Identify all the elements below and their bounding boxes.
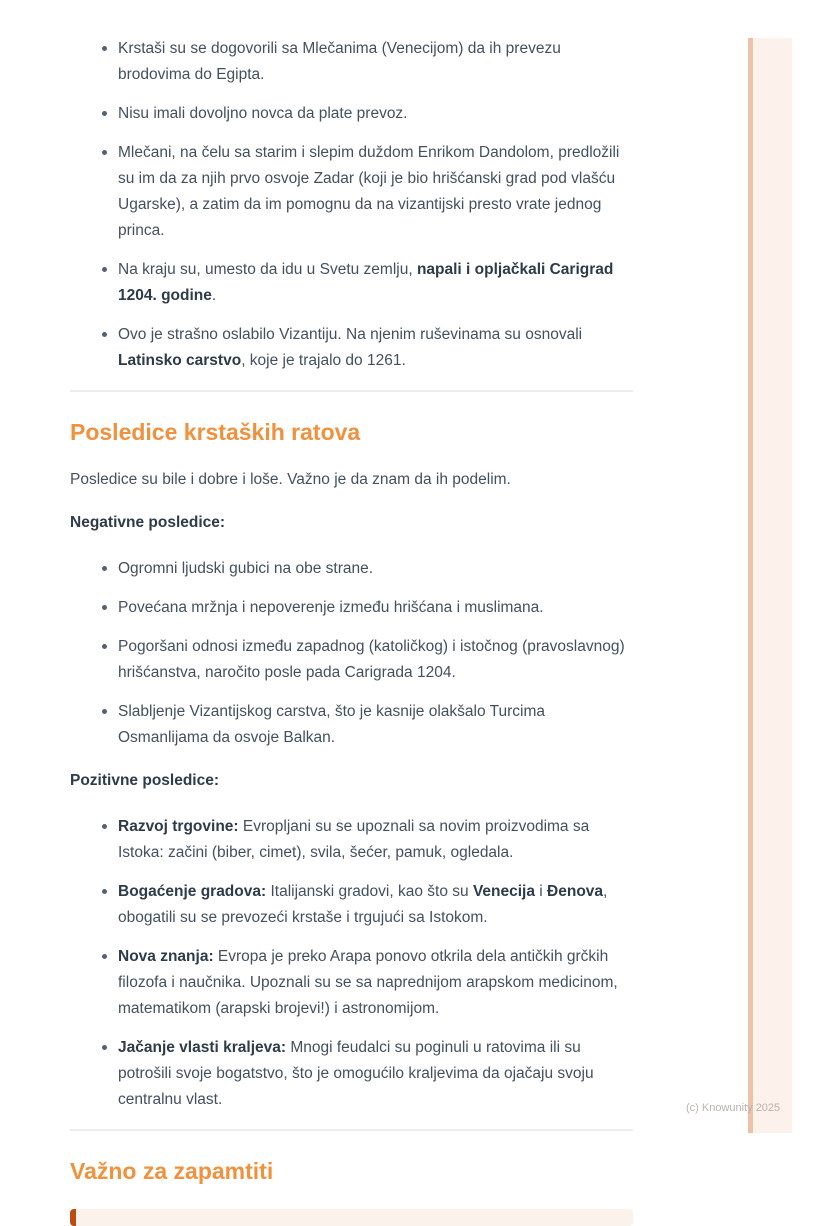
list-item-text: Ogromni ljudski gubici na obe strane. [118,560,374,577]
list-item [94,699,633,751]
list-item-text: Ovo je strašno oslabilo Vizantiju. Na njenim ruševinama su osnovali Latinsko carstvo, koje je trajalo do 1261. [118,326,583,369]
list-item-text: Jačanje vlasti kraljeva: Mnogi feudalci su poginuli u ratovima ili su potrošili svoje bogatstvo, što je omogućilo kraljevima da ojačaju svoju centralnu vlast. [118,1039,594,1108]
bullet-dot [102,267,107,272]
section-divider [70,390,633,392]
list-item-text: Nova znanja: Evropa je preko Arapa ponovo otkrila dela antičkih grčkih filozofa i naučnika. Upoznali su se sa naprednijom arapskom medicinom, matematikom (arapski brojevi!) i astronomijom. [118,948,618,1017]
important-callout-box [70,1209,633,1226]
positive-consequences-heading: Pozitivne posledice: [70,772,220,789]
list-item-text: Mlečani, na čelu sa starim i slepim duždom Enrikom Dandolom, predložili su im da za njih prvo osvoje Zadar (koji je bio hrišćanski grad pod vlašću Ugarske), a zatim da im pomognu da na vizantijski presto vrate jednog princa. [118,144,620,239]
list-item-text: Razvoj trgovine: Evropljani su se upoznali sa novim proizvodima sa Istoka: začini (biber, cimet), svila, šećer, pamuk, ogledala. [118,818,590,861]
list-item [94,1035,633,1113]
list-item [94,36,633,88]
bullet-dot [102,605,107,610]
list-item-text: Na kraju su, umesto da idu u Svetu zemlju, napali i opljačkali Carigrad 1204. godine. [118,261,614,304]
list-item [94,944,633,1022]
bullet-dot [102,709,107,714]
list-item [94,140,633,244]
list-item [94,257,633,309]
bullet-dot [102,150,107,155]
section-heading-important: Važno za zapamtiti [70,1158,274,1184]
positive-consequences-list [70,814,633,1113]
list-item-text: Povećana mržnja i nepoverenje između hrišćana i muslimana. [118,599,544,616]
list-item-text: Krstaši su se dogovorili sa Mlečanima (Venecijom) da ih prevezu brodovima do Egipta. [118,40,561,83]
list-item [94,634,633,686]
section-heading-consequences: Posledice krstaških ratova [70,419,361,445]
list-item [94,879,633,931]
negative-consequences-heading: Negativne posledice: [70,514,226,531]
section-divider [70,1129,633,1131]
bullet-dot [102,1045,107,1050]
list-item [94,814,633,866]
list-item-text: Pogoršani odnosi između zapadnog (katoličkog) i istočnog (pravoslavnog) hrišćanstva, naročito posle pada Carigrada 1204. [118,638,625,681]
list-item [94,595,633,621]
list-item [94,322,633,374]
list-item-text: Bogaćenje gradova: Italijanski gradovi, kao što su Venecija i Đenova, obogatili su se prevozeći krstaše i trgujući sa Istokom. [118,883,608,926]
intro-bullet-list [70,0,633,374]
list-item [94,101,633,127]
bullet-dot [102,332,107,337]
page-accent-stripe [748,38,792,1133]
bullet-dot [102,46,107,51]
list-item-text: Nisu imali dovoljno novca da plate prevoz. [118,105,408,122]
bullet-dot [102,111,107,116]
bullet-dot [102,824,107,829]
bullet-dot [102,954,107,959]
consequences-lead-paragraph: Posledice su bile i dobre i loše. Važno je da znam da ih podelim. [70,471,511,488]
bullet-dot [102,566,107,571]
negative-consequences-list [70,556,633,751]
copyright-credit: (c) Knowunity 2025 [686,1102,781,1114]
bullet-dot [102,889,107,894]
list-item-text: Slabljenje Vizantijskog carstva, što je kasnije olakšalo Turcima Osmanlijama da osvoje Balkan. [118,703,546,746]
document-content [70,0,633,1226]
bullet-dot [102,644,107,649]
list-item [94,556,633,582]
